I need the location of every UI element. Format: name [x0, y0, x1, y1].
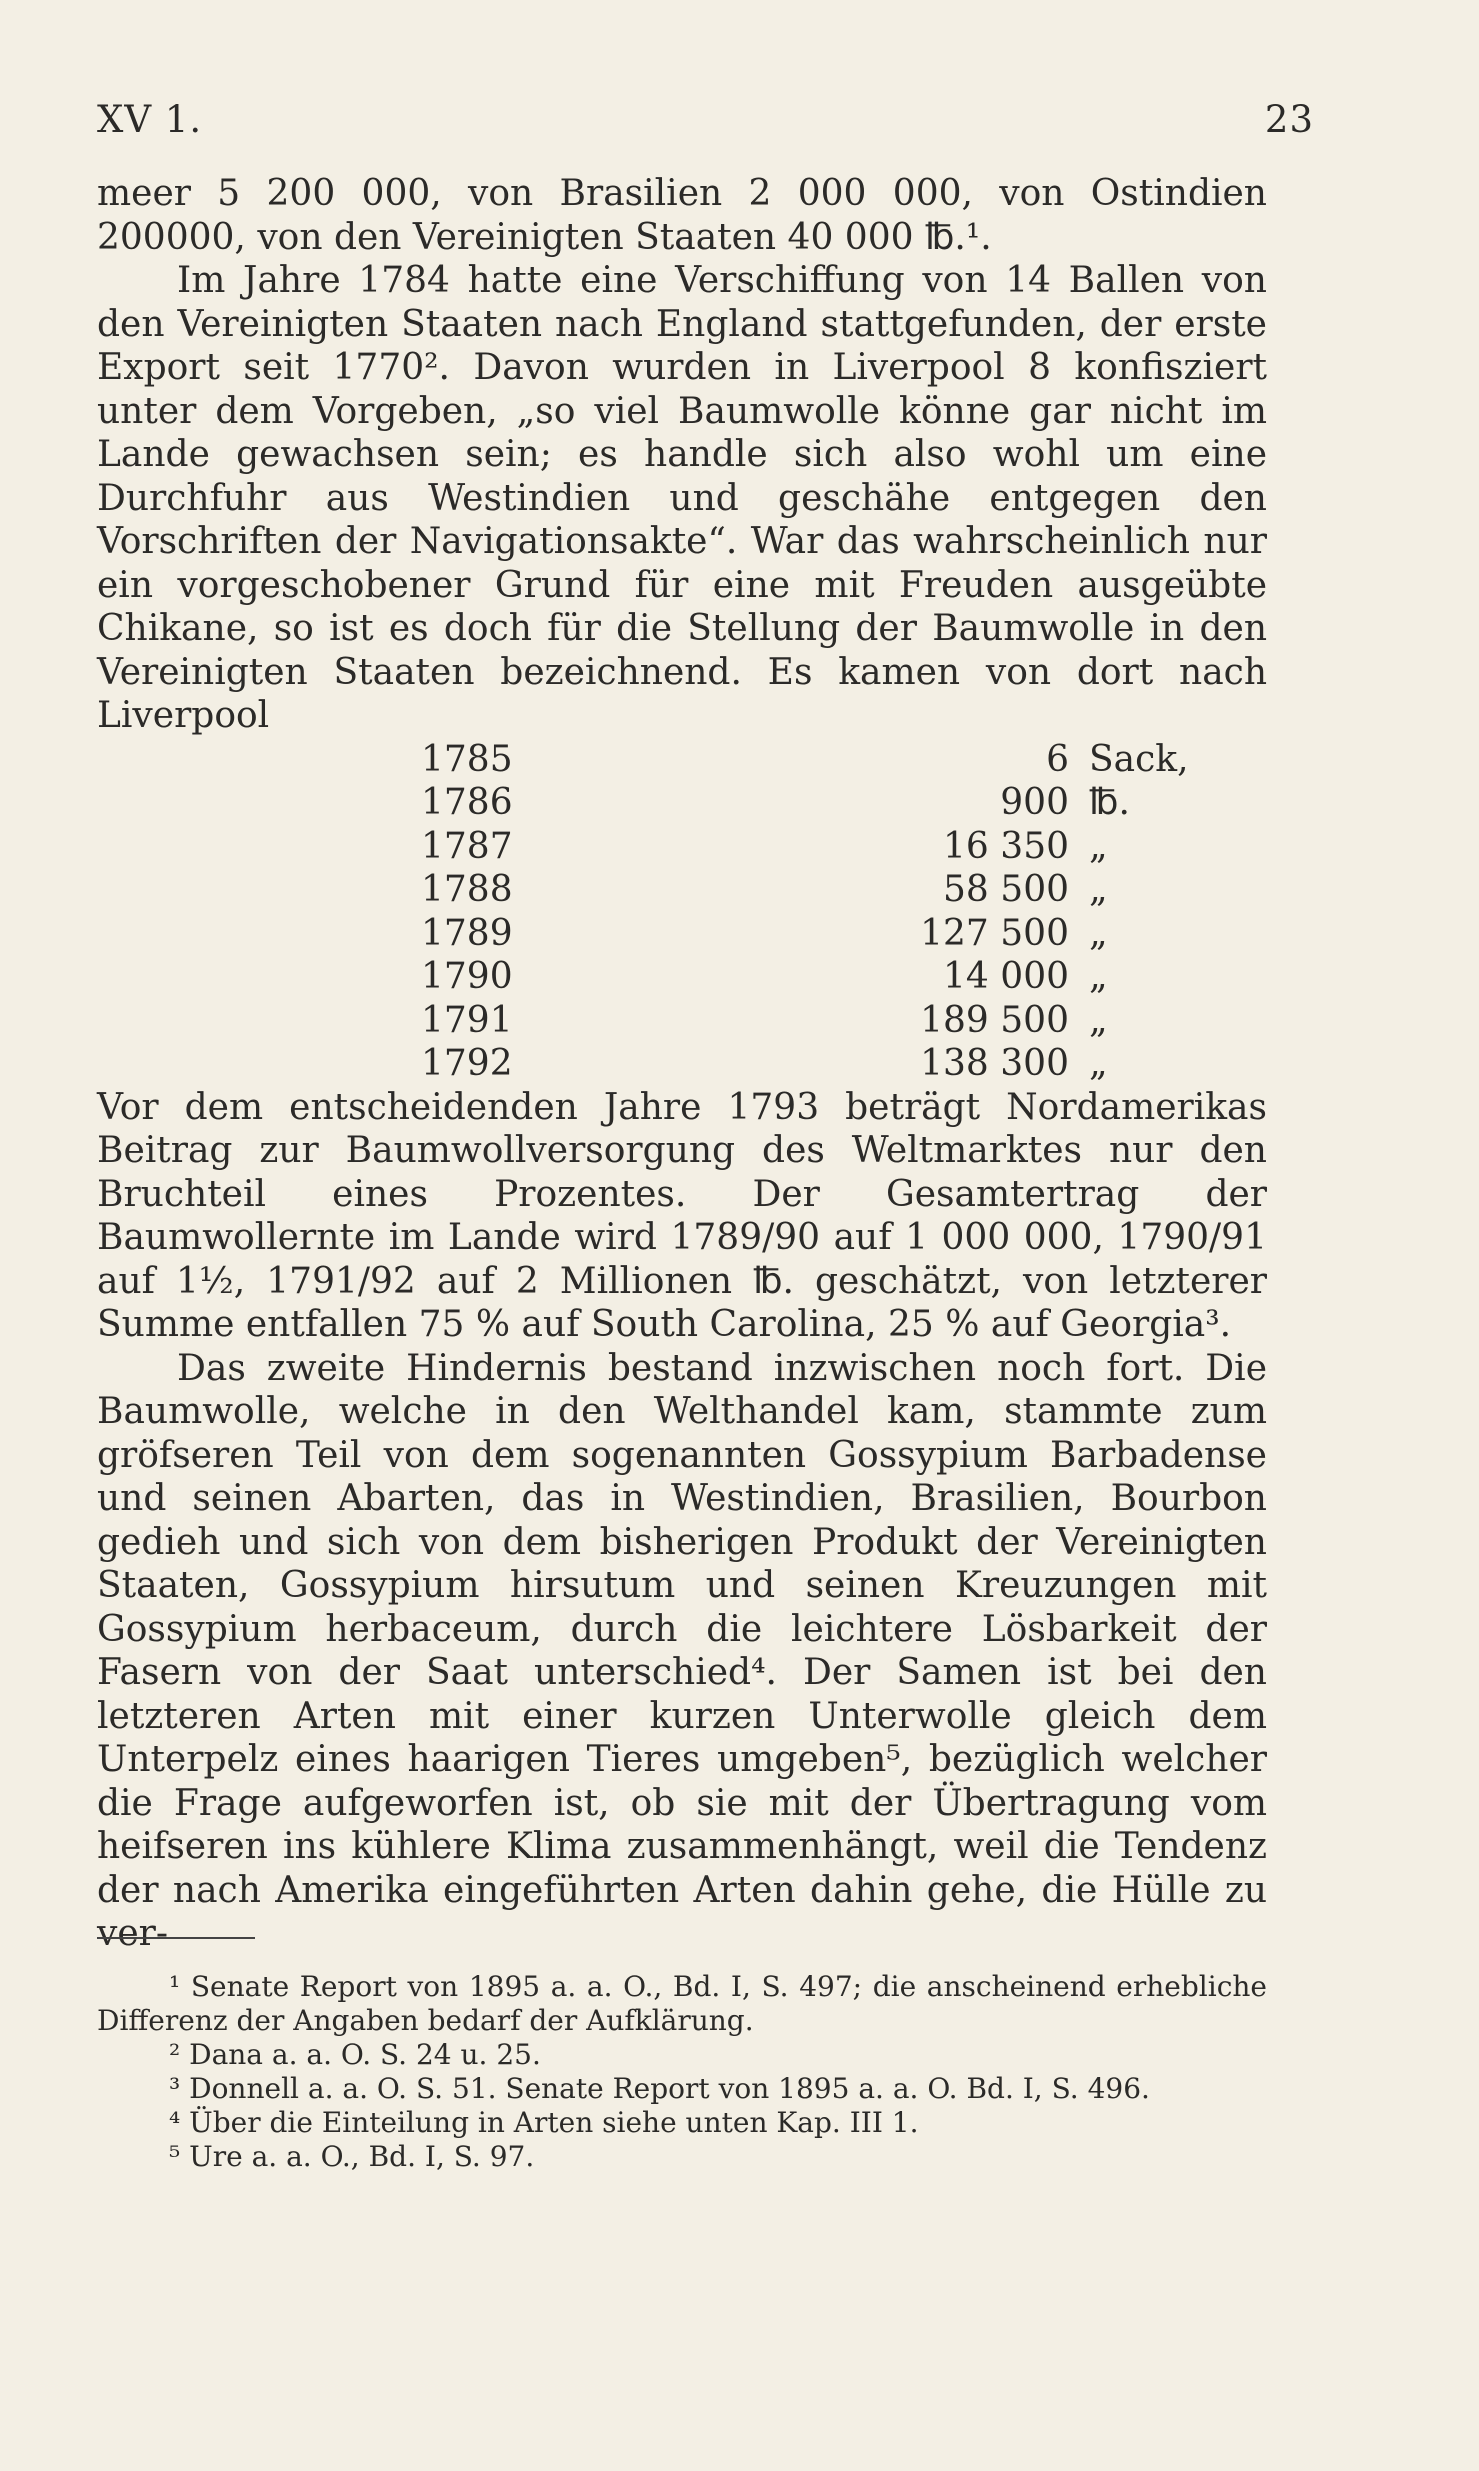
table-unit: „	[1089, 1043, 1108, 1084]
table-unit: „	[1089, 912, 1108, 954]
table-unit: „	[1089, 956, 1108, 997]
table-amount: 14 000	[943, 956, 1069, 997]
footnote: ³ Donnell a. a. O. S. 51. Senate Report von 1895 a. a. O. Bd. I, S. 496.	[169, 2072, 1150, 2105]
import-table	[421, 738, 1267, 1086]
table-amount: 16 350	[943, 825, 1069, 867]
table-amount: 138 300	[920, 1043, 1069, 1084]
footnote-divider	[97, 1937, 255, 1939]
page-number: 23	[1264, 98, 1314, 141]
table-year: 1788	[421, 869, 513, 910]
table-year: 1789	[421, 912, 513, 954]
footnote: ⁵ Ure a. a. O., Bd. I, S. 97.	[169, 2140, 535, 2173]
footnote: ² Dana a. a. O. S. 24 u. 25.	[169, 2038, 541, 2071]
table-year: 1786	[421, 782, 513, 823]
footnote: ¹ Senate Report von 1895 a. a. O., Bd. I, S. 497; die anscheinend erhebliche Differenz der Angaben bedarf der Aufklärung.	[97, 1970, 1267, 2037]
paragraph: Im Jahre 1784 hatte eine Verschiffung von 14 Ballen von den Vereinigten Staaten nach England stattgefunden, der erste Export seit 1770². Davon wurden in Liverpool 8 konfisziert unter dem Vorgeben, „so viel Baumwolle könne gar nicht im Lande gewachsen sein; es handle sich also wohl um eine Durchfuhr aus Westindien und geschähe entgegen den Vorschriften der Navigationsakte“. War das wahrscheinlich nur ein vorgeschobener Grund für eine mit Freuden ausgeübte Chikane, so ist es doch für die Stellung der Baumwolle in den Vereinigten Staaten bezeichnend. Es kamen von dort nach Liverpool	[97, 260, 1267, 736]
table-unit: „	[1089, 825, 1108, 867]
table-amount: 6	[1046, 738, 1069, 780]
paragraph: meer 5 200 000, von Brasilien 2 000 000, von Ostindien 200000, von den Vereinigten Staaten 40 000 ℔.¹.	[97, 173, 1267, 258]
table-year: 1792	[421, 1043, 513, 1084]
table-amount: 127 500	[920, 912, 1069, 954]
table-amount: 58 500	[943, 869, 1069, 910]
table-unit: Sack,	[1089, 738, 1189, 780]
table-year: 1790	[421, 956, 513, 997]
footnote: ⁴ Über die Einteilung in Arten siehe unten Kap. III 1.	[169, 2106, 919, 2139]
section-number: XV 1.	[97, 98, 203, 141]
table-unit: „	[1089, 999, 1108, 1041]
main-text	[97, 172, 1267, 1956]
paragraph: Vor dem entscheidenden Jahre 1793 beträgt Nordamerikas Beitrag zur Baumwollversorgung des Weltmarktes nur den Bruchteil eines Prozentes. Der Gesamtertrag der Baumwollernte im Lande wird 1789/90 auf 1 000 000, 1790/91 auf 1½, 1791/92 auf 2 Millionen ℔. geschätzt, von letzterer Summe entfallen 75 % auf South Carolina, 25 % auf Georgia³.	[97, 1086, 1267, 1345]
table-amount: 189 500	[920, 999, 1069, 1041]
table-year: 1791	[421, 999, 513, 1041]
table-unit: „	[1089, 869, 1108, 910]
footnotes	[97, 1970, 1267, 2174]
table-amount: 900	[1000, 782, 1069, 823]
running-head	[97, 98, 1314, 141]
table-year: 1787	[421, 825, 513, 867]
table-year: 1785	[421, 738, 513, 780]
table-unit: ℔.	[1089, 782, 1130, 823]
paragraph: Das zweite Hindernis bestand inzwischen noch fort. Die Baumwolle, welche in den Welthandel kam, stammte zum gröfseren Teil von dem sogenannten Gossypium Barbadense und seinen Abarten, das in Westindien, Brasilien, Bourbon gedieh und sich von dem bisherigen Produkt der Vereinigten Staaten, Gossypium hirsutum und seinen Kreuzungen mit Gossypium herbaceum, durch die leichtere Lösbarkeit der Fasern von der Saat unterschied⁴. Der Samen ist bei den letzteren Arten mit einer kurzen Unterwolle gleich dem Unterpelz eines haarigen Tieres umgeben⁵, bezüglich welcher die Frage aufgeworfen ist, ob sie mit der Übertragung vom heifseren ins kühlere Klima zusammenhängt, weil die Tendenz der nach Amerika eingeführten Arten dahin gehe, die Hülle zu ver-	[97, 1347, 1267, 1954]
